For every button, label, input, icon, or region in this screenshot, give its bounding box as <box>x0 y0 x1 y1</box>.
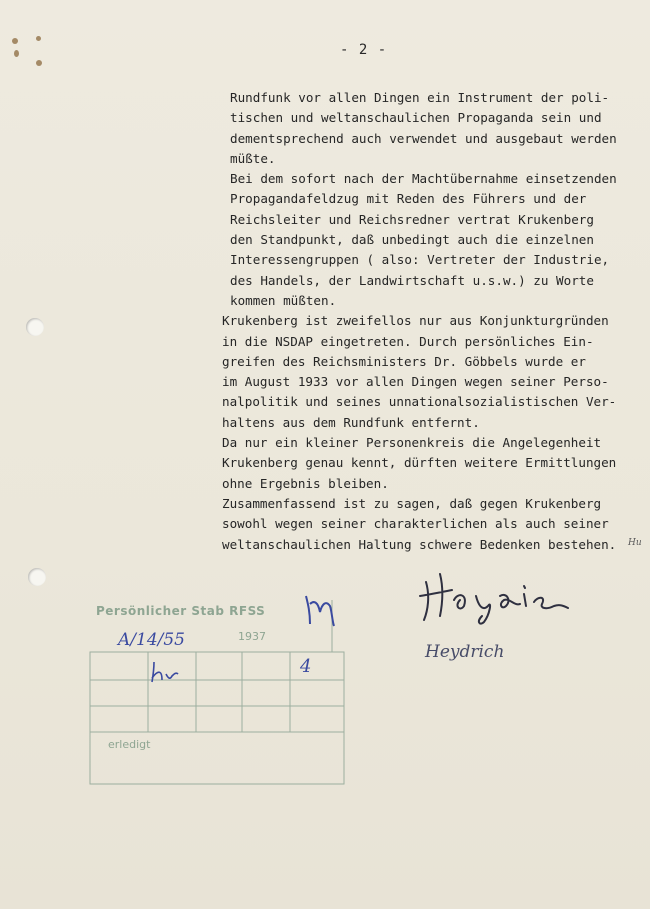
rust-spot <box>36 60 42 66</box>
body-line: Krukenberg genau kennt, dürften weitere Ermittlungen <box>222 455 617 471</box>
signature <box>418 566 578 626</box>
body-line: Propagandafeldzug mit Reden des Führers und der <box>230 191 587 207</box>
body-line: haltens aus dem Rundfunk entfernt. <box>222 414 480 430</box>
body-line: Interessengruppen ( also: Vertreter der Industrie, <box>230 252 610 268</box>
box-number: 4 <box>300 656 312 677</box>
body-line: nalpolitik und seines unnationalsozialistischen Ver- <box>222 394 617 410</box>
body-line: Bei dem sofort nach der Machtübernahme einsetzenden <box>230 171 617 187</box>
body-line: tischen und weltanschaulichen Propaganda sein und <box>230 110 602 126</box>
body-line: Da nur ein kleiner Personenkreis die Angelegenheit <box>222 435 602 451</box>
stamp-initial-mark <box>300 592 340 632</box>
stamp-initial-mark-small <box>148 660 182 684</box>
letter-body <box>222 88 642 555</box>
body-line: im August 1933 vor allen Dingen wegen seiner Perso- <box>222 374 609 390</box>
signature-name: Heydrich <box>425 642 505 662</box>
body-line: Zusammenfassend ist zu sagen, daß gegen Krukenberg <box>222 495 602 511</box>
punch-hole-top <box>26 318 44 336</box>
body-line: weltanschaulichen Haltung schwere Bedenken bestehen. <box>222 536 617 552</box>
body-line: ohne Ergebnis bleiben. <box>222 475 389 491</box>
rust-spot <box>12 38 18 44</box>
body-line: des Handels, der Landwirtschaft u.s.w.) zu Worte <box>230 272 594 288</box>
body-line: Reichsleiter und Reichsredner vertrat Krukenberg <box>230 211 594 227</box>
body-line: kommen müßten. <box>230 292 337 308</box>
body-line: müßte. <box>230 150 276 166</box>
body-line: greifen des Reichsministers Dr. Göbbels wurde er <box>222 353 586 369</box>
stamp-footer: erledigt <box>108 738 151 751</box>
body-line: sowohl wegen seiner charakterlichen als auch seiner <box>222 516 609 532</box>
stamp-date: 1937 <box>238 630 266 643</box>
reference-number: A/14/55 <box>118 630 185 650</box>
body-line: dementsprechend auch verwendet und ausgebaut werden <box>230 130 617 146</box>
rust-spot <box>14 50 19 57</box>
margin-mark: Hu <box>628 538 642 548</box>
page-number: - 2 - <box>340 42 388 58</box>
rust-spot <box>36 36 41 41</box>
body-line: Krukenberg ist zweifellos nur aus Konjunkturgründen <box>222 313 609 329</box>
body-line: Rundfunk vor allen Dingen ein Instrument der poli- <box>230 90 610 105</box>
body-line: den Standpunkt, daß unbedingt auch die einzelnen <box>230 232 594 248</box>
punch-hole-bottom <box>28 568 46 586</box>
stamp-header: Persönlicher Stab RFSS <box>96 604 266 618</box>
body-line: in die NSDAP eingetreten. Durch persönliches Ein- <box>222 333 594 349</box>
